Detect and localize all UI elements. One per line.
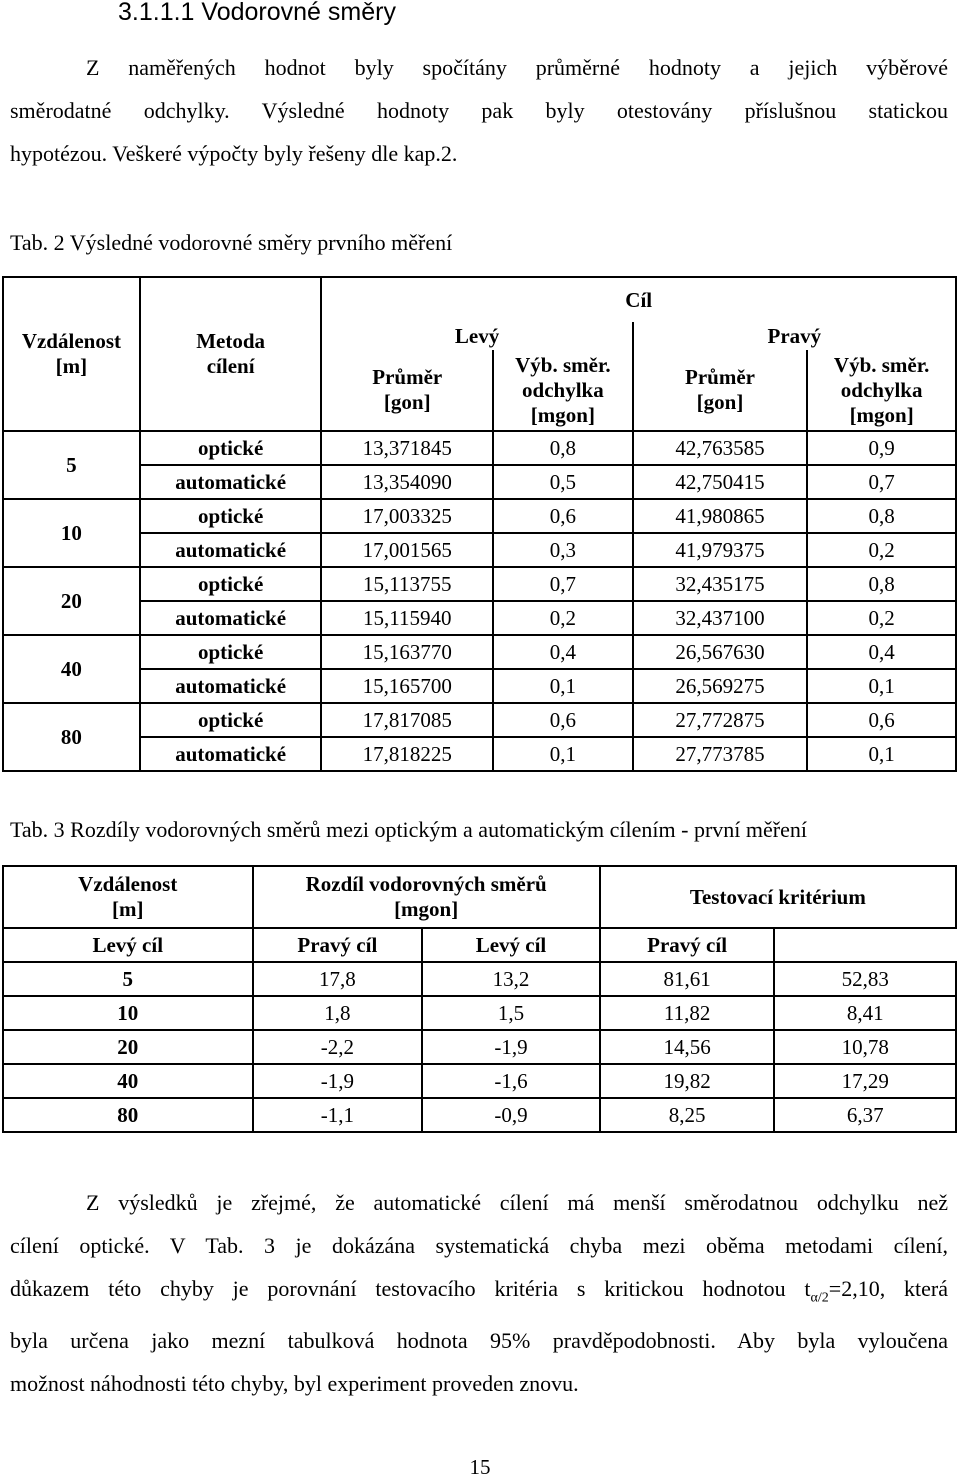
method-cell: optické <box>140 635 322 669</box>
diff-left-cell: -2,2 <box>253 1030 423 1064</box>
right-std-cell: 0,8 <box>807 567 956 601</box>
table-row <box>3 996 956 1030</box>
left-mean-cell: 13,354090 <box>321 465 493 499</box>
header-left-mean: Průměr [gon] <box>321 350 493 431</box>
right-mean-cell: 26,569275 <box>633 669 808 703</box>
right-std-cell: 0,8 <box>807 499 956 533</box>
table-row <box>3 1030 956 1064</box>
table-row <box>3 962 956 996</box>
distance-cell: 5 <box>3 962 253 996</box>
header-diff-right: Pravý cíl <box>253 928 423 962</box>
header-method: Metoda cílení <box>140 277 322 431</box>
distance-cell: 40 <box>3 635 140 703</box>
left-std-cell: 0,8 <box>493 431 633 465</box>
left-std-cell: 0,6 <box>493 703 633 737</box>
right-std-cell: 0,4 <box>807 635 956 669</box>
left-std-cell: 0,4 <box>493 635 633 669</box>
header-right: Pravý <box>633 322 956 350</box>
table-row <box>3 533 956 567</box>
left-std-cell: 0,7 <box>493 567 633 601</box>
left-mean-cell: 17,003325 <box>321 499 493 533</box>
conclusion-line: cílení optické. V Tab. 3 je dokázána systematická chyba mezi oběma metodami cílení, <box>10 1233 948 1258</box>
diff-right-cell: -0,9 <box>422 1098 600 1132</box>
left-std-cell: 0,3 <box>493 533 633 567</box>
distance-cell: 10 <box>3 499 140 567</box>
method-cell: optické <box>140 431 322 465</box>
intro-paragraph <box>10 46 948 175</box>
distance-cell: 40 <box>3 1064 253 1098</box>
header-left-std: Výb. směr. odchylka [mgon] <box>493 350 633 431</box>
page-number: 15 <box>469 1455 491 1479</box>
method-cell: optické <box>140 703 322 737</box>
table-row <box>3 669 956 703</box>
table2 <box>2 276 957 772</box>
right-mean-cell: 42,763585 <box>633 431 808 465</box>
table-row <box>3 1064 956 1098</box>
header-right-mean: Průměr [gon] <box>633 350 808 431</box>
header-test-left: Levý cíl <box>422 928 600 962</box>
right-std-cell: 0,2 <box>807 533 956 567</box>
diff-right-cell: -1,9 <box>422 1030 600 1064</box>
method-cell: automatické <box>140 669 322 703</box>
method-cell: optické <box>140 567 322 601</box>
header-target: Cíl <box>321 277 956 322</box>
table-row <box>3 465 956 499</box>
header-distance: Vzdálenost [m] <box>3 866 253 928</box>
distance-cell: 10 <box>3 996 253 1030</box>
distance-cell: 5 <box>3 431 140 499</box>
distance-cell: 80 <box>3 1098 253 1132</box>
diff-left-cell: -1,1 <box>253 1098 423 1132</box>
table-row <box>3 567 956 601</box>
method-cell: automatické <box>140 737 322 771</box>
header-right-std: Výb. směr. odchylka [mgon] <box>807 350 956 431</box>
diff-right-cell: 1,5 <box>422 996 600 1030</box>
header-test-criterion: Testovací kritérium <box>600 866 956 928</box>
left-std-cell: 0,5 <box>493 465 633 499</box>
right-std-cell: 0,1 <box>807 737 956 771</box>
test-left-cell: 19,82 <box>600 1064 775 1098</box>
section-heading: 3.1.1.1 Vodorovné směry <box>118 0 396 26</box>
test-left-cell: 81,61 <box>600 962 775 996</box>
left-mean-cell: 17,818225 <box>321 737 493 771</box>
left-mean-cell: 15,115940 <box>321 601 493 635</box>
diff-left-cell: -1,9 <box>253 1064 423 1098</box>
conclusion-line: Z výsledků je zřejmé, že automatické cílení má menší směrodatnou odchylku než <box>86 1190 948 1215</box>
header-diff-left: Levý cíl <box>3 928 253 962</box>
left-mean-cell: 15,163770 <box>321 635 493 669</box>
intro-line: směrodatné odchylky. Výsledné hodnoty pak byly otestovány příslušnou statickou <box>10 98 948 123</box>
right-mean-cell: 27,772875 <box>633 703 808 737</box>
header-distance: Vzdálenost [m] <box>3 277 140 431</box>
conclusion-paragraph <box>10 1181 948 1405</box>
method-cell: automatické <box>140 465 322 499</box>
method-cell: automatické <box>140 533 322 567</box>
table-row <box>3 431 956 465</box>
intro-line: Z naměřených hodnot byly spočítány průměrné hodnoty a jejich výběrové <box>86 55 948 80</box>
diff-left-cell: 17,8 <box>253 962 423 996</box>
test-right-cell: 10,78 <box>774 1030 956 1064</box>
table2-caption: Tab. 2 Výsledné vodorovné směry prvního měření <box>10 230 453 255</box>
left-std-cell: 0,1 <box>493 737 633 771</box>
test-left-cell: 8,25 <box>600 1098 775 1132</box>
header-test-right: Pravý cíl <box>600 928 775 962</box>
right-std-cell: 0,6 <box>807 703 956 737</box>
left-std-cell: 0,1 <box>493 669 633 703</box>
table-row <box>3 499 956 533</box>
test-right-cell: 52,83 <box>774 962 956 996</box>
left-mean-cell: 13,371845 <box>321 431 493 465</box>
left-mean-cell: 15,165700 <box>321 669 493 703</box>
table3 <box>2 865 957 1133</box>
distance-cell: 20 <box>3 1030 253 1064</box>
conclusion-line: možnost náhodnosti této chyby, byl experiment proveden znovu. <box>10 1371 579 1397</box>
test-right-cell: 17,29 <box>774 1064 956 1098</box>
table3-caption: Tab. 3 Rozdíly vodorovných směrů mezi optickým a automatickým cílením - první měření <box>10 817 807 842</box>
right-mean-cell: 32,435175 <box>633 567 808 601</box>
distance-cell: 80 <box>3 703 140 771</box>
header-difference: Rozdíl vodorovných směrů [mgon] <box>253 866 600 928</box>
diff-right-cell: 13,2 <box>422 962 600 996</box>
table-row <box>3 635 956 669</box>
method-cell: automatické <box>140 601 322 635</box>
left-mean-cell: 17,817085 <box>321 703 493 737</box>
left-std-cell: 0,6 <box>493 499 633 533</box>
left-std-cell: 0,2 <box>493 601 633 635</box>
test-left-cell: 14,56 <box>600 1030 775 1064</box>
right-mean-cell: 27,773785 <box>633 737 808 771</box>
method-cell: optické <box>140 499 322 533</box>
table-row <box>3 601 956 635</box>
diff-left-cell: 1,8 <box>253 996 423 1030</box>
test-right-cell: 8,41 <box>774 996 956 1030</box>
table-row <box>3 703 956 737</box>
right-std-cell: 0,1 <box>807 669 956 703</box>
right-std-cell: 0,2 <box>807 601 956 635</box>
distance-cell: 20 <box>3 567 140 635</box>
diff-right-cell: -1,6 <box>422 1064 600 1098</box>
test-right-cell: 6,37 <box>774 1098 956 1132</box>
conclusion-line: byla určena jako mezní tabulková hodnota 95% pravděpodobnosti. Aby byla vyloučena <box>10 1328 948 1354</box>
header-left: Levý <box>321 322 632 350</box>
conclusion-line: důkazem této chyby je porovnání testovacího kritéria s kritickou hodnotou $t_{\alpha/2}=2,10$, která <box>10 1276 948 1306</box>
table-row <box>3 1098 956 1132</box>
right-mean-cell: 26,567630 <box>633 635 808 669</box>
right-mean-cell: 41,980865 <box>633 499 808 533</box>
table-row <box>3 737 956 771</box>
alpha-subscript: α/2 <box>810 1290 829 1306</box>
right-mean-cell: 32,437100 <box>633 601 808 635</box>
right-mean-cell: 42,750415 <box>633 465 808 499</box>
right-mean-cell: 41,979375 <box>633 533 808 567</box>
left-mean-cell: 17,001565 <box>321 533 493 567</box>
test-left-cell: 11,82 <box>600 996 775 1030</box>
right-std-cell: 0,7 <box>807 465 956 499</box>
intro-line: hypotézou. Veškeré výpočty byly řešeny dle kap.2. <box>10 141 458 166</box>
left-mean-cell: 15,113755 <box>321 567 493 601</box>
right-std-cell: 0,9 <box>807 431 956 465</box>
